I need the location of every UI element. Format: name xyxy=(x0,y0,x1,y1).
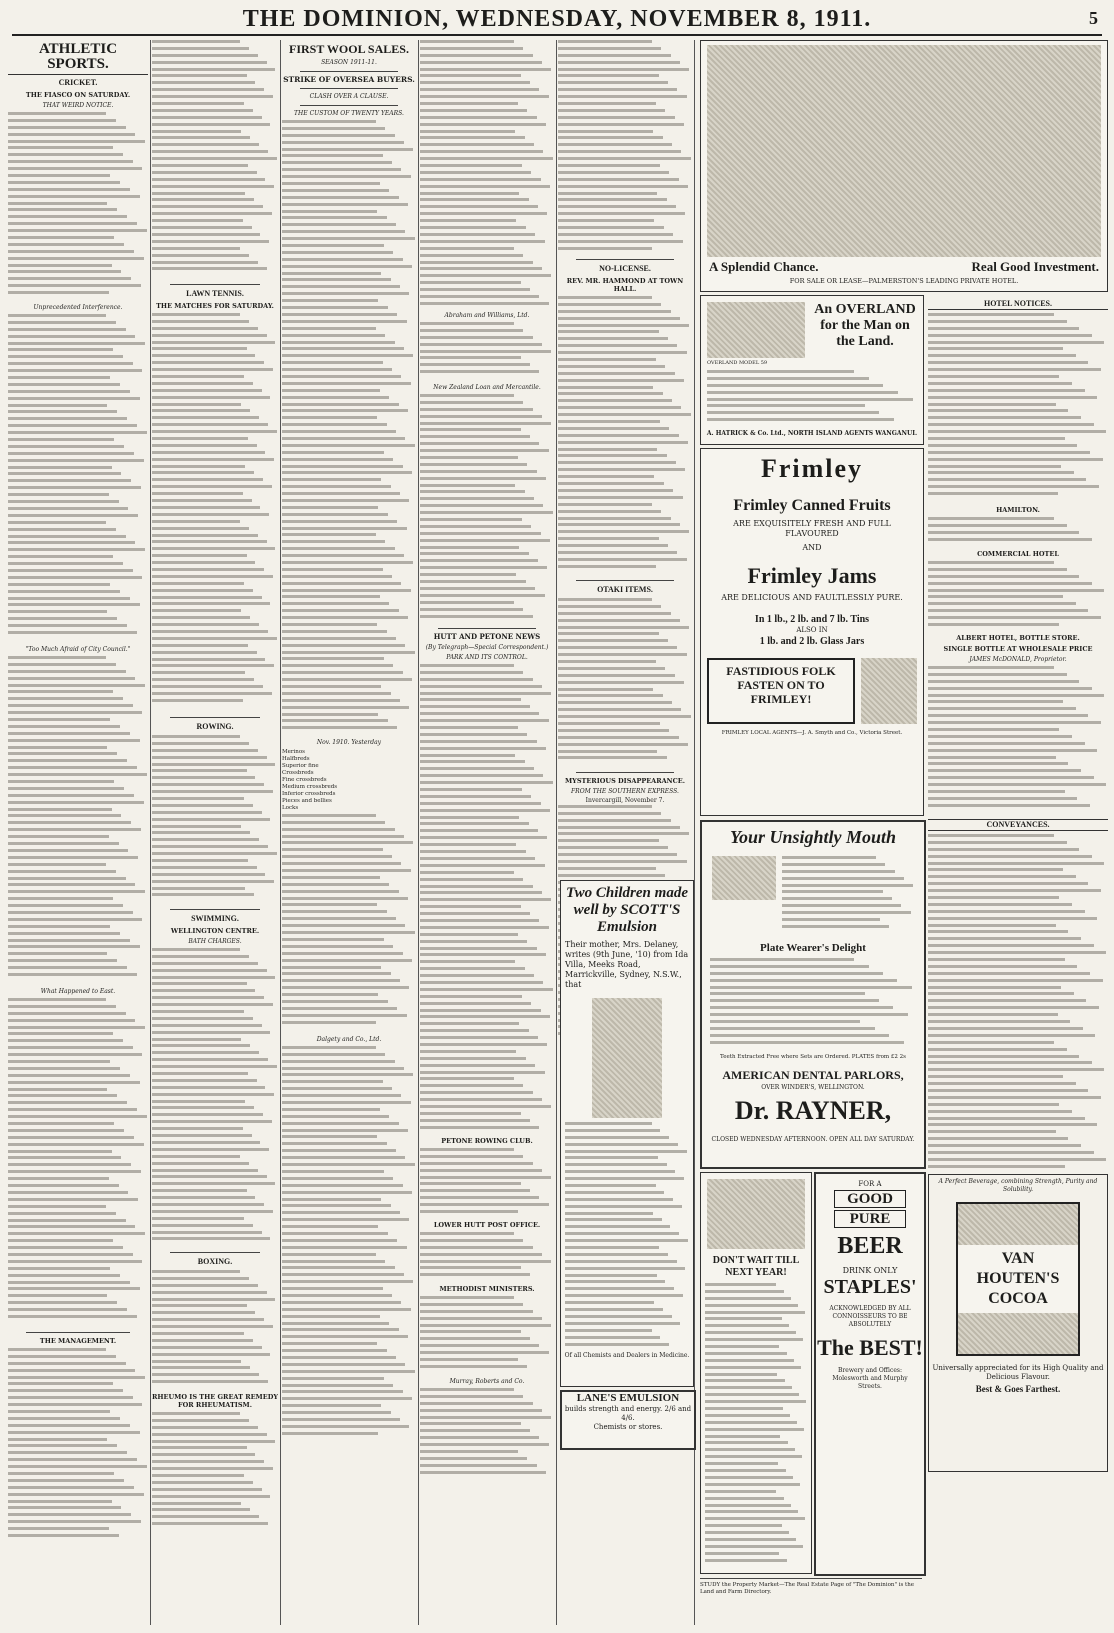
overland-model: OVERLAND MODEL 59 xyxy=(707,360,768,366)
page-number: 5 xyxy=(1089,8,1098,28)
table-cell: Superior fine xyxy=(282,762,319,769)
heading-athletic-sports: ATHLETIC SPORTS. xyxy=(8,42,148,75)
ad-dental xyxy=(700,820,926,1169)
jar-illustration xyxy=(861,658,917,724)
ad-staples-beer xyxy=(814,1172,926,1576)
column-rule xyxy=(694,40,695,1625)
hotel-illustration xyxy=(707,45,1101,257)
table-header: Nov. 1910. Yesterday xyxy=(316,739,382,746)
dental-teeth: Teeth Extracted Free where Sets are Ordered. PLATES from £2 2s xyxy=(720,1054,906,1060)
hutt-byline: (By Telegraph—Special Correspondent.) xyxy=(425,644,549,651)
season-line: SEASON 1911-11. xyxy=(321,59,377,66)
subhead-methodist: METHODIST MINISTERS. xyxy=(439,1285,535,1293)
ad-body xyxy=(561,1122,693,1352)
staples-brand: STAPLES' xyxy=(823,1276,917,1298)
subhead-murray: Murray, Roberts and Co. xyxy=(449,1378,525,1385)
article-body xyxy=(282,814,416,1034)
article-body xyxy=(282,120,416,740)
table-cell: Inferior crossbreds xyxy=(282,790,336,797)
staples-for: FOR A xyxy=(858,1180,882,1188)
heading-no-license: NO-LICENSE. xyxy=(599,264,651,273)
heading-mysterious: MYSTERIOUS DISAPPEARANCE. xyxy=(564,777,685,785)
ad-overland xyxy=(700,295,924,445)
article-body xyxy=(420,394,554,624)
dental-parlors: AMERICAN DENTAL PARLORS, xyxy=(722,1068,904,1082)
divider xyxy=(576,580,674,581)
wool-price-table xyxy=(282,749,416,812)
staples-beer: BEER xyxy=(837,1233,903,1259)
cocoa-best: Best & Goes Farthest. xyxy=(975,1384,1061,1394)
subhead-abraham: Abraham and Williams, Ltd. xyxy=(444,312,530,319)
column-rule xyxy=(150,40,151,1625)
frimley-jams: Frimley Jams xyxy=(747,563,877,588)
article-body xyxy=(152,948,278,1248)
dental-plate: Plate Wearer's Delight xyxy=(760,942,866,954)
frimley-line: ARE DELICIOUS AND FAULTLESSLY PURE. xyxy=(721,593,903,602)
car-illustration xyxy=(707,302,805,358)
ad-lanes-emulsion xyxy=(560,1390,696,1450)
column-hotel-notices xyxy=(928,296,1108,1626)
column-wool-continued xyxy=(420,40,554,1625)
staples-brewery: Brewery and Offices: Molesworth and Murphy Streets. xyxy=(832,1367,908,1390)
scott-body: Their mother, Mrs. Delaney, writes (9th June, '10) from Ida Villa, Meeks Road, Marrickville, Sydney, N.S.W., that xyxy=(565,940,689,989)
lane-title: LANE'S EMULSION xyxy=(576,1392,680,1404)
subhead-dalgety: Dalgety and Co., Ltd. xyxy=(316,1035,382,1043)
article-body xyxy=(152,1270,278,1390)
table-row xyxy=(282,749,416,756)
article-body xyxy=(152,1412,278,1532)
cocoa-tin xyxy=(956,1202,1080,1356)
column-news xyxy=(558,40,692,1625)
staples-drink: DRINK ONLY xyxy=(842,1266,898,1275)
heading-lawn-tennis: LAWN TENNIS. xyxy=(186,289,244,298)
divider xyxy=(576,259,674,260)
heading-hutt-petone: HUTT AND PETONE NEWS xyxy=(433,632,541,641)
table-cell: Merinos xyxy=(282,748,305,755)
article-body xyxy=(420,1148,554,1218)
divider xyxy=(26,1332,130,1333)
albert-hotel: ALBERT HOTEL, BOTTLE STORE. xyxy=(956,634,1080,642)
mouth-illustration xyxy=(712,856,776,900)
dateline: Invercargill, November 7. xyxy=(585,797,665,804)
heading-boxing: BOXING. xyxy=(197,1257,233,1266)
table-row xyxy=(282,798,416,805)
heading-hotel-notices: HOTEL NOTICES. xyxy=(928,299,1108,310)
column-rule xyxy=(418,40,419,1625)
ad-frimley xyxy=(700,448,924,816)
frimley-also: ALSO IN xyxy=(796,626,828,634)
column-rule xyxy=(280,40,281,1625)
kicker-park-control: PARK AND ITS CONTROL. xyxy=(446,654,528,661)
staples-pure: PURE xyxy=(834,1210,906,1228)
article-body xyxy=(152,735,278,905)
deck-clash: CLASH OVER A CLAUSE. xyxy=(309,93,389,100)
article-body xyxy=(558,598,692,768)
article-body xyxy=(8,656,148,986)
table-cell: Crossbreds xyxy=(282,769,314,776)
proprietor: JAMES McDONALD, Proprietor. xyxy=(969,656,1067,663)
table-row xyxy=(282,777,416,784)
heading-otaki: OTAKI ITEMS. xyxy=(597,585,653,594)
hotel-headlines xyxy=(709,259,1099,275)
cocoa-brand: VAN HOUTEN'S COCOA xyxy=(958,1245,1078,1313)
hotel-right-headline: Real Good Investment. xyxy=(971,259,1099,274)
scott-footer: Of all Chemists and Dealers in Medicine. xyxy=(564,1352,690,1359)
divider xyxy=(300,105,398,106)
divider xyxy=(438,628,536,629)
ad-body xyxy=(782,856,916,936)
table-row xyxy=(282,770,416,777)
heading-swimming: SWIMMING. xyxy=(191,914,239,923)
cocoa-bottom: Universally appreciated for its High Quality and Delicious Flavour. xyxy=(932,1364,1104,1381)
dental-hours: CLOSED WEDNESDAY AFTERNOON. OPEN ALL DAY SATURDAY. xyxy=(711,1136,915,1143)
dental-headline: Your Unsightly Mouth xyxy=(729,827,897,847)
subhead-hammond: REV. MR. HAMMOND AT TOWN HALL. xyxy=(566,277,684,293)
frimley-and: AND xyxy=(802,543,822,552)
dental-name: Dr. RAYNER, xyxy=(734,1096,892,1125)
dont-wait-headline: DON'T WAIT TILL NEXT YEAR! xyxy=(712,1255,800,1278)
article-body xyxy=(558,40,692,255)
hotel-left-headline: A Splendid Chance. xyxy=(709,259,819,274)
staples-good: GOOD xyxy=(834,1190,906,1208)
article-body xyxy=(8,112,148,302)
notice-body xyxy=(928,313,1108,503)
children-illustration xyxy=(592,998,662,1118)
table-cell: Halfbreds xyxy=(282,755,310,762)
masthead xyxy=(12,4,1102,36)
frimley-agents: FRIMLEY LOCAL AGENTS—J. A. Smyth and Co., Victoria Street. xyxy=(721,730,903,736)
ad-body xyxy=(707,370,917,426)
masthead-title: THE DOMINION, WEDNESDAY, NOVEMBER 8, 1911. xyxy=(242,5,872,32)
frimley-jars: 1 lb. and 2 lb. Glass Jars xyxy=(759,636,865,647)
column-athletic-sports xyxy=(8,40,148,1625)
subhead-east: What Happened to East. xyxy=(40,988,116,995)
notice-body xyxy=(928,561,1108,631)
article-body xyxy=(8,998,148,1328)
table-row xyxy=(282,784,416,791)
article-body xyxy=(420,1232,554,1282)
kicker-bath-charges: BATH CHARGES. xyxy=(188,938,242,945)
table-row xyxy=(282,756,416,763)
subhead-city-council: "Too Much Afraid of City Council." xyxy=(25,646,131,653)
table-cell: Medium crossbreds xyxy=(282,783,338,790)
cocoa-top: A Perfect Beverage, combining Strength, Purity and Solubility. xyxy=(938,1178,1098,1193)
staples-best: The BEST! xyxy=(817,1335,923,1360)
article-body xyxy=(420,40,554,310)
article-body xyxy=(420,1296,554,1376)
notice-body xyxy=(928,517,1108,547)
article-body xyxy=(8,314,148,644)
article-body xyxy=(8,1348,148,1548)
subhead-tennis-matches: THE MATCHES FOR SATURDAY. xyxy=(156,302,274,310)
article-body xyxy=(420,1388,554,1478)
figure-illustration xyxy=(707,1179,805,1249)
article-body xyxy=(152,313,278,713)
column-wool-sales xyxy=(282,40,416,1625)
subhead-lower-hutt: LOWER HUTT POST OFFICE. xyxy=(433,1221,541,1229)
notice-body xyxy=(928,834,1108,1174)
overland-headline: An OVERLAND for the Man on the Land. xyxy=(814,302,916,349)
ad-body xyxy=(710,958,916,1048)
table-cell: Locks xyxy=(282,804,299,811)
heading-rowing: ROWING. xyxy=(196,722,234,731)
article-body xyxy=(420,322,554,382)
article-body xyxy=(282,1046,416,1446)
ad-dont-wait xyxy=(700,1172,812,1574)
frimley-canned: Frimley Canned Fruits xyxy=(733,497,891,514)
lane-line: Chemists or stores. xyxy=(593,1423,663,1431)
table-cell: Fine crossbreds xyxy=(282,776,327,783)
subhead-wellington-centre: WELLINGTON CENTRE. xyxy=(170,927,260,935)
column-rule xyxy=(556,40,557,1625)
divider xyxy=(576,772,674,773)
frimley-bottom xyxy=(707,658,917,724)
frimley-slogan: FASTIDIOUS FOLK FASTEN ON TO FRIMLEY! xyxy=(707,658,855,724)
divider xyxy=(170,909,260,910)
table-row xyxy=(282,791,416,798)
kicker-weird-notice: THAT WEIRD NOTICE. xyxy=(42,102,114,109)
heading-cricket: CRICKET. xyxy=(58,78,98,87)
subhead-management: THE MANAGEMENT. xyxy=(39,1337,117,1345)
dental-over: OVER WINDER'S, WELLINGTON. xyxy=(761,1084,865,1091)
frimley-line: ARE EXQUISITELY FRESH AND FULL FLAVOURED xyxy=(733,519,891,538)
heading-hamilton: HAMILTON. xyxy=(996,506,1040,514)
heading-conveyances: CONVEYANCES. xyxy=(928,819,1108,831)
divider xyxy=(170,717,260,718)
subheading-fiasco: THE FIASCO ON SATURDAY. xyxy=(25,91,131,99)
single-bottle: SINGLE BOTTLE AT WHOLESALE PRICE xyxy=(943,645,1093,653)
lane-line: builds strength and energy. 2/6 and 4/6. xyxy=(564,1405,692,1422)
headline-strike: STRIKE OF OVERSEA BUYERS. xyxy=(283,75,415,84)
hotel-sale-line: FOR SALE OR LEASE—PALMERSTON'S LEADING PRIVATE HOTEL. xyxy=(789,277,1019,285)
deck-custom: THE CUSTOM OF TWENTY YEARS. xyxy=(294,110,404,117)
rheumo-notice: RHEUMO IS THE GREAT REMEDY FOR RHEUMATISM. xyxy=(152,1393,278,1409)
column-sports-continued xyxy=(152,40,278,1625)
divider xyxy=(300,88,398,89)
divider xyxy=(170,284,260,285)
article-body xyxy=(420,664,554,1134)
ad-body xyxy=(701,1279,811,1567)
commercial-hotel: COMMERCIAL HOTEL xyxy=(977,550,1059,558)
subhead-nz-loan: New Zealand Loan and Mercantile. xyxy=(433,384,541,391)
table-row xyxy=(282,763,416,770)
article-body xyxy=(558,296,692,576)
subhead-petone-rowing: PETONE ROWING CLUB. xyxy=(441,1137,533,1145)
frimley-sizes: In 1 lb., 2 lb. and 7 lb. Tins xyxy=(754,614,870,625)
subhead-southern-express: FROM THE SOUTHERN EXPRESS. xyxy=(571,788,679,795)
frimley-brand: Frimley xyxy=(760,454,864,483)
ad-hotel-sale xyxy=(700,40,1108,292)
notice-body xyxy=(928,666,1108,816)
scott-headline: Two Children made well by SCOTT'S Emulsion xyxy=(566,885,688,935)
heading-first-wool-sales: FIRST WOOL SALES. xyxy=(289,42,409,56)
staples-ack: ACKNOWLEDGED BY ALL CONNOISSEURS TO BE ABSOLUTELY xyxy=(829,1305,911,1328)
table-row xyxy=(282,805,416,812)
divider xyxy=(170,1252,260,1253)
table-cell: Pieces and bellies xyxy=(282,797,332,804)
divider xyxy=(300,71,398,72)
footer-real-estate: STUDY the Property Market—The Real Estate Page of "The Dominion" is the Land and Farm Directory. xyxy=(700,1578,922,1596)
ad-scotts-emulsion xyxy=(560,880,694,1387)
subhead-interference: Unprecedented Interference. xyxy=(33,304,123,311)
overland-agent: A. HATRICK & Co. Ltd., NORTH ISLAND AGENTS WANGANUI. xyxy=(706,430,918,437)
ad-van-houtens xyxy=(928,1174,1108,1472)
article-body xyxy=(152,40,278,280)
